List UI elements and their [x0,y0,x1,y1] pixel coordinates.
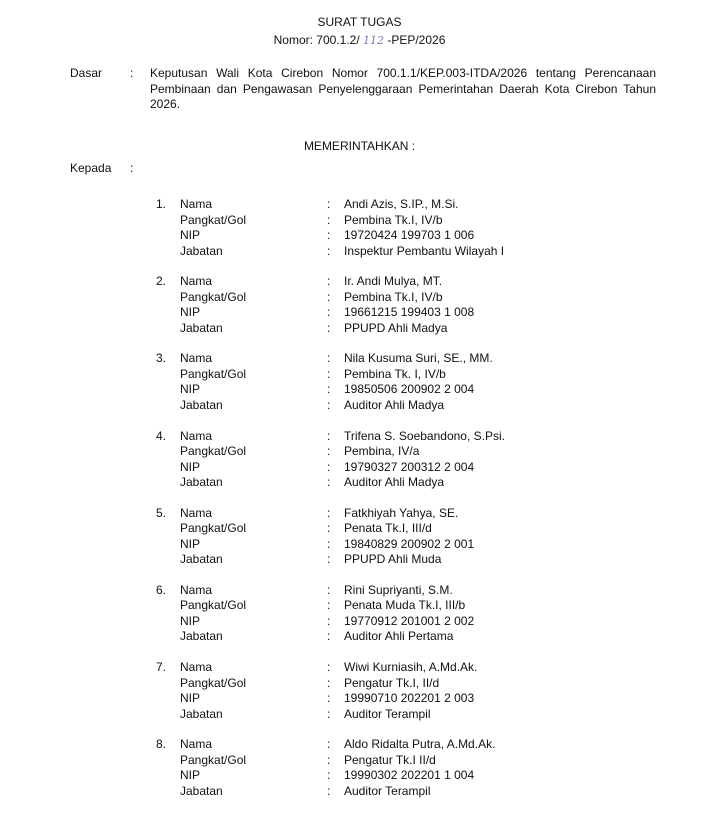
field-label-pangkat: Pangkat/Gol [180,289,247,304]
field-colon: : [327,197,331,211]
field-value-nip: 19661215 199403 1 008 [344,305,475,320]
field-colon: : [327,382,331,397]
field-colon: : [327,582,331,597]
field-label-jabatan: Jabatan [180,243,223,258]
field-label-pangkat: Pangkat/Gol [180,444,247,459]
number-prefix: Nomor: 700.1.2/ [273,33,360,47]
field-label-jabatan: Jabatan [180,475,223,490]
field-colon: : [327,768,331,783]
field-label-nip: NIP [180,228,201,242]
field-label-nama: Nama [180,351,213,366]
dasar-text: Keputusan Wali Kota Cirebon Nomor 700.1.1/KEP.003-ITDA/2026 tentang Perencanaan Pembinaan dan Pengawasan Penyelenggaraan Pemerintahan Daerah Kota Cirebon Tahun 2026. [150,66,656,111]
field-value-nip: 19850506 200902 2 004 [344,382,475,397]
field-colon: : [327,613,331,628]
field-label-pangkat: Pangkat/Gol [180,521,247,536]
entry-number: 4. [156,428,167,443]
field-label-nama: Nama [180,197,213,211]
field-value-pangkat: Pembina Tk.I, IV/b [344,212,443,227]
entry-number: 3. [156,351,167,366]
field-value-nip: 19790327 200312 2 004 [344,459,475,474]
assignee-entry [0,351,719,428]
assignee-entry [0,429,719,506]
memerintahkan-heading: MEMERINTAHKAN : [303,139,416,153]
field-colon: : [327,783,331,798]
field-value-nama: Nila Kusuma Suri, SE., MM. [344,351,493,366]
field-value-jabatan: Auditor Terampil [344,706,431,721]
dasar-label: Dasar [70,66,103,80]
assignee-entry [0,506,719,583]
field-label-nip: NIP [180,305,201,320]
field-label-nama: Nama [180,428,213,443]
field-label-pangkat: Pangkat/Gol [180,598,247,613]
field-value-nip: 19840829 200902 2 001 [344,536,475,551]
field-value-nip: 19990710 202201 2 003 [344,691,475,706]
field-value-jabatan: PPUPD Ahli Muda [344,552,442,567]
field-value-pangkat: Penata Muda Tk.I, III/b [344,598,466,613]
field-label-jabatan: Jabatan [180,397,223,412]
field-label-nip: NIP [180,459,201,474]
kepada-colon: : [130,161,134,175]
assignee-entry [0,660,719,737]
field-colon: : [327,675,331,690]
kepada-label: Kepada [70,161,112,175]
number-suffix: -PEP/2026 [387,33,446,47]
field-label-nama: Nama [180,582,213,597]
field-label-nip: NIP [180,382,201,397]
field-colon: : [327,444,331,459]
field-label-nip: NIP [180,768,201,783]
field-value-jabatan: Auditor Ahli Madya [344,475,445,490]
field-label-jabatan: Jabatan [180,706,223,721]
field-colon: : [327,598,331,613]
field-label-nip: NIP [180,536,201,551]
dasar-colon: : [130,66,134,80]
document-number [0,33,719,49]
field-label-nip: NIP [180,691,201,706]
assignee-entry [0,274,719,351]
field-value-pangkat: Penata Tk.I, III/d [344,521,432,536]
field-label-jabatan: Jabatan [180,320,223,335]
field-label-nama: Nama [180,505,213,520]
entry-number: 2. [156,274,167,289]
field-colon: : [327,536,331,551]
field-colon: : [327,552,331,567]
field-value-nip: 19720424 199703 1 006 [344,228,475,242]
field-colon: : [327,351,331,366]
field-label-nama: Nama [180,274,213,289]
field-colon: : [327,505,331,520]
field-value-pangkat: Pembina Tk. I, IV/b [344,366,446,381]
field-colon: : [327,660,331,675]
field-colon: : [327,243,331,258]
field-value-pangkat: Pengatur Tk.I, II/d [344,675,440,690]
document-title: SURAT TUGAS [317,15,402,29]
field-label-nama: Nama [180,660,213,675]
field-value-nama: Ir. Andi Mulya, MT. [344,274,443,289]
field-value-nama: Andi Azis, S.IP., M.Si. [344,197,459,211]
field-colon: : [327,305,331,320]
field-value-pangkat: Pembina, IV/a [344,444,420,459]
handwritten-number: 112 [363,34,384,47]
field-value-pangkat: Pengatur Tk.I II/d [344,752,436,767]
field-value-jabatan: Auditor Ahli Madya [344,397,445,412]
field-value-jabatan: Auditor Ahli Pertama [344,629,454,644]
field-colon: : [327,428,331,443]
field-colon: : [327,212,331,227]
field-label-nama: Nama [180,737,213,752]
field-label-pangkat: Pangkat/Gol [180,212,247,227]
field-value-nip: 19990302 202201 1 004 [344,768,475,783]
field-colon: : [327,274,331,289]
field-value-nip: 19770912 201001 2 002 [344,613,475,628]
field-label-pangkat: Pangkat/Gol [180,752,247,767]
field-label-pangkat: Pangkat/Gol [180,675,247,690]
field-colon: : [327,629,331,644]
field-colon: : [327,521,331,536]
field-value-nama: Fatkhiyah Yahya, SE. [344,505,459,520]
field-colon: : [327,706,331,721]
field-label-jabatan: Jabatan [180,629,223,644]
field-colon: : [327,289,331,304]
field-colon: : [327,475,331,490]
field-colon: : [327,737,331,752]
entry-number: 6. [156,582,167,597]
field-label-nip: NIP [180,613,201,628]
field-value-jabatan: Inspektur Pembantu Wilayah I [344,243,505,258]
field-label-jabatan: Jabatan [180,783,223,798]
field-colon: : [327,397,331,412]
field-value-nama: Aldo Ridalta Putra, A.Md.Ak. [344,737,496,752]
field-colon: : [327,320,331,335]
field-colon: : [327,228,331,242]
field-colon: : [327,691,331,706]
field-label-jabatan: Jabatan [180,552,223,567]
field-colon: : [327,366,331,381]
field-value-nama: Trifena S. Soebandono, S.Psi. [344,428,505,443]
assignee-list [0,197,719,815]
field-value-jabatan: Auditor Terampil [344,783,431,798]
field-label-pangkat: Pangkat/Gol [180,366,247,381]
field-value-jabatan: PPUPD Ahli Madya [344,320,448,335]
field-colon: : [327,459,331,474]
entry-number: 8. [156,737,167,752]
entry-number: 7. [156,660,167,675]
assignee-entry [0,737,719,814]
field-value-pangkat: Pembina Tk.I, IV/b [344,289,443,304]
assignee-entry [0,583,719,660]
entry-number: 1. [156,197,167,211]
entry-number: 5. [156,505,167,520]
field-value-nama: Rini Supriyanti, S.M. [344,582,453,597]
field-colon: : [327,752,331,767]
field-value-nama: Wiwi Kurniasih, A.Md.Ak. [344,660,478,675]
assignee-entry [0,197,719,274]
